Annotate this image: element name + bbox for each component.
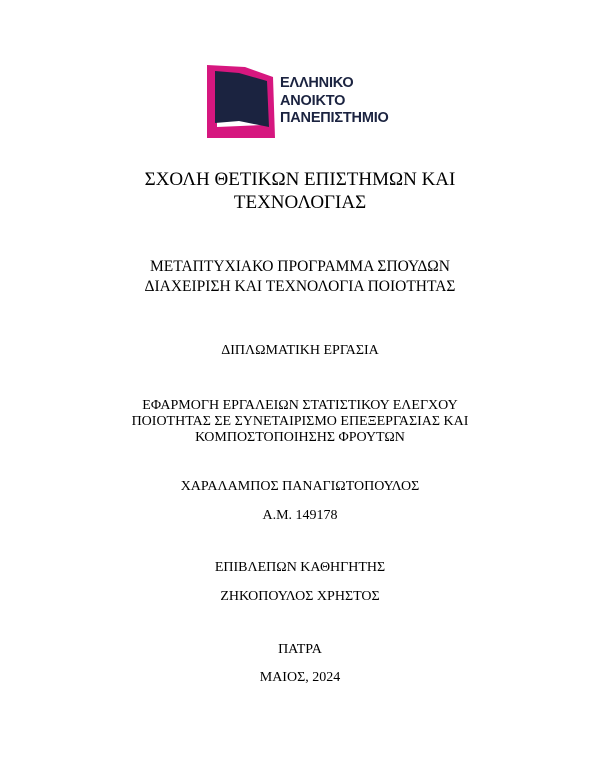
place: ΠΑΤΡΑ — [278, 642, 322, 657]
thesis-title-line-1: ΕΦΑΡΜΟΓΗ ΕΡΓΑΛΕΙΩΝ ΣΤΑΤΙΣΤΙΚΟΥ ΕΛΕΓΧΟΥ — [142, 398, 458, 413]
school-name-line-2: ΤΕΧΝΟΛΟΓΙΑΣ — [233, 192, 367, 213]
logo-line-1: ΕΛΛΗΝΙΚΟ — [280, 75, 354, 91]
thesis-title-line-2: ΠΟΙΟΤΗΤΑΣ ΣΕ ΣΥΝΕΤΑΙΡΙΣΜΟ ΕΠΕΞΕΡΓΑΣΙΑΣ ΚΑΙ — [131, 414, 469, 429]
logo-line-2: ΑΝΟΙΚΤΟ — [280, 92, 346, 109]
logo-line-3: ΠΑΝΕΠΙΣΤΗΜΙΟ — [280, 110, 389, 126]
school-name-line-1: ΣΧΟΛΗ ΘΕΤΙΚΩΝ ΕΠΙΣΤΗΜΩΝ ΚΑΙ — [144, 169, 456, 190]
author-registration-number: Α.Μ. 149178 — [262, 508, 338, 523]
thesis-title-line-3: ΚΟΜΠΟΣΤΟΠΟΙΗΣΗΣ ΦΡΟΥΤΩΝ — [195, 430, 405, 445]
university-logo — [205, 63, 400, 139]
university-emblem-icon — [205, 63, 277, 139]
program-line-1: ΜΕΤΑΠΤΥΧΙΑΚΟ ΠΡΟΓΡΑΜΜΑ ΣΠΟΥΔΩΝ — [150, 258, 450, 275]
program-line-2: ΔΙΑΧΕΙΡΙΣΗ ΚΑΙ ΤΕΧΝΟΛΟΓΙΑ ΠΟΙΟΤΗΤΑΣ — [144, 278, 456, 295]
date: ΜΑΙΟΣ, 2024 — [259, 670, 341, 685]
supervisor-label: ΕΠΙΒΛΕΠΩΝ ΚΑΘΗΓΗΤΗΣ — [214, 560, 386, 575]
author-name: ΧΑΡΑΛΑΜΠΟΣ ΠΑΝΑΓΙΩΤΟΠΟΥΛΟΣ — [180, 479, 420, 494]
document-type: ΔΙΠΛΩΜΑΤΙΚΗ ΕΡΓΑΣΙΑ — [221, 343, 379, 358]
logo-wordmark — [280, 75, 389, 128]
supervisor-name: ΖΗΚΟΠΟΥΛΟΣ ΧΡΗΣΤΟΣ — [220, 589, 380, 604]
